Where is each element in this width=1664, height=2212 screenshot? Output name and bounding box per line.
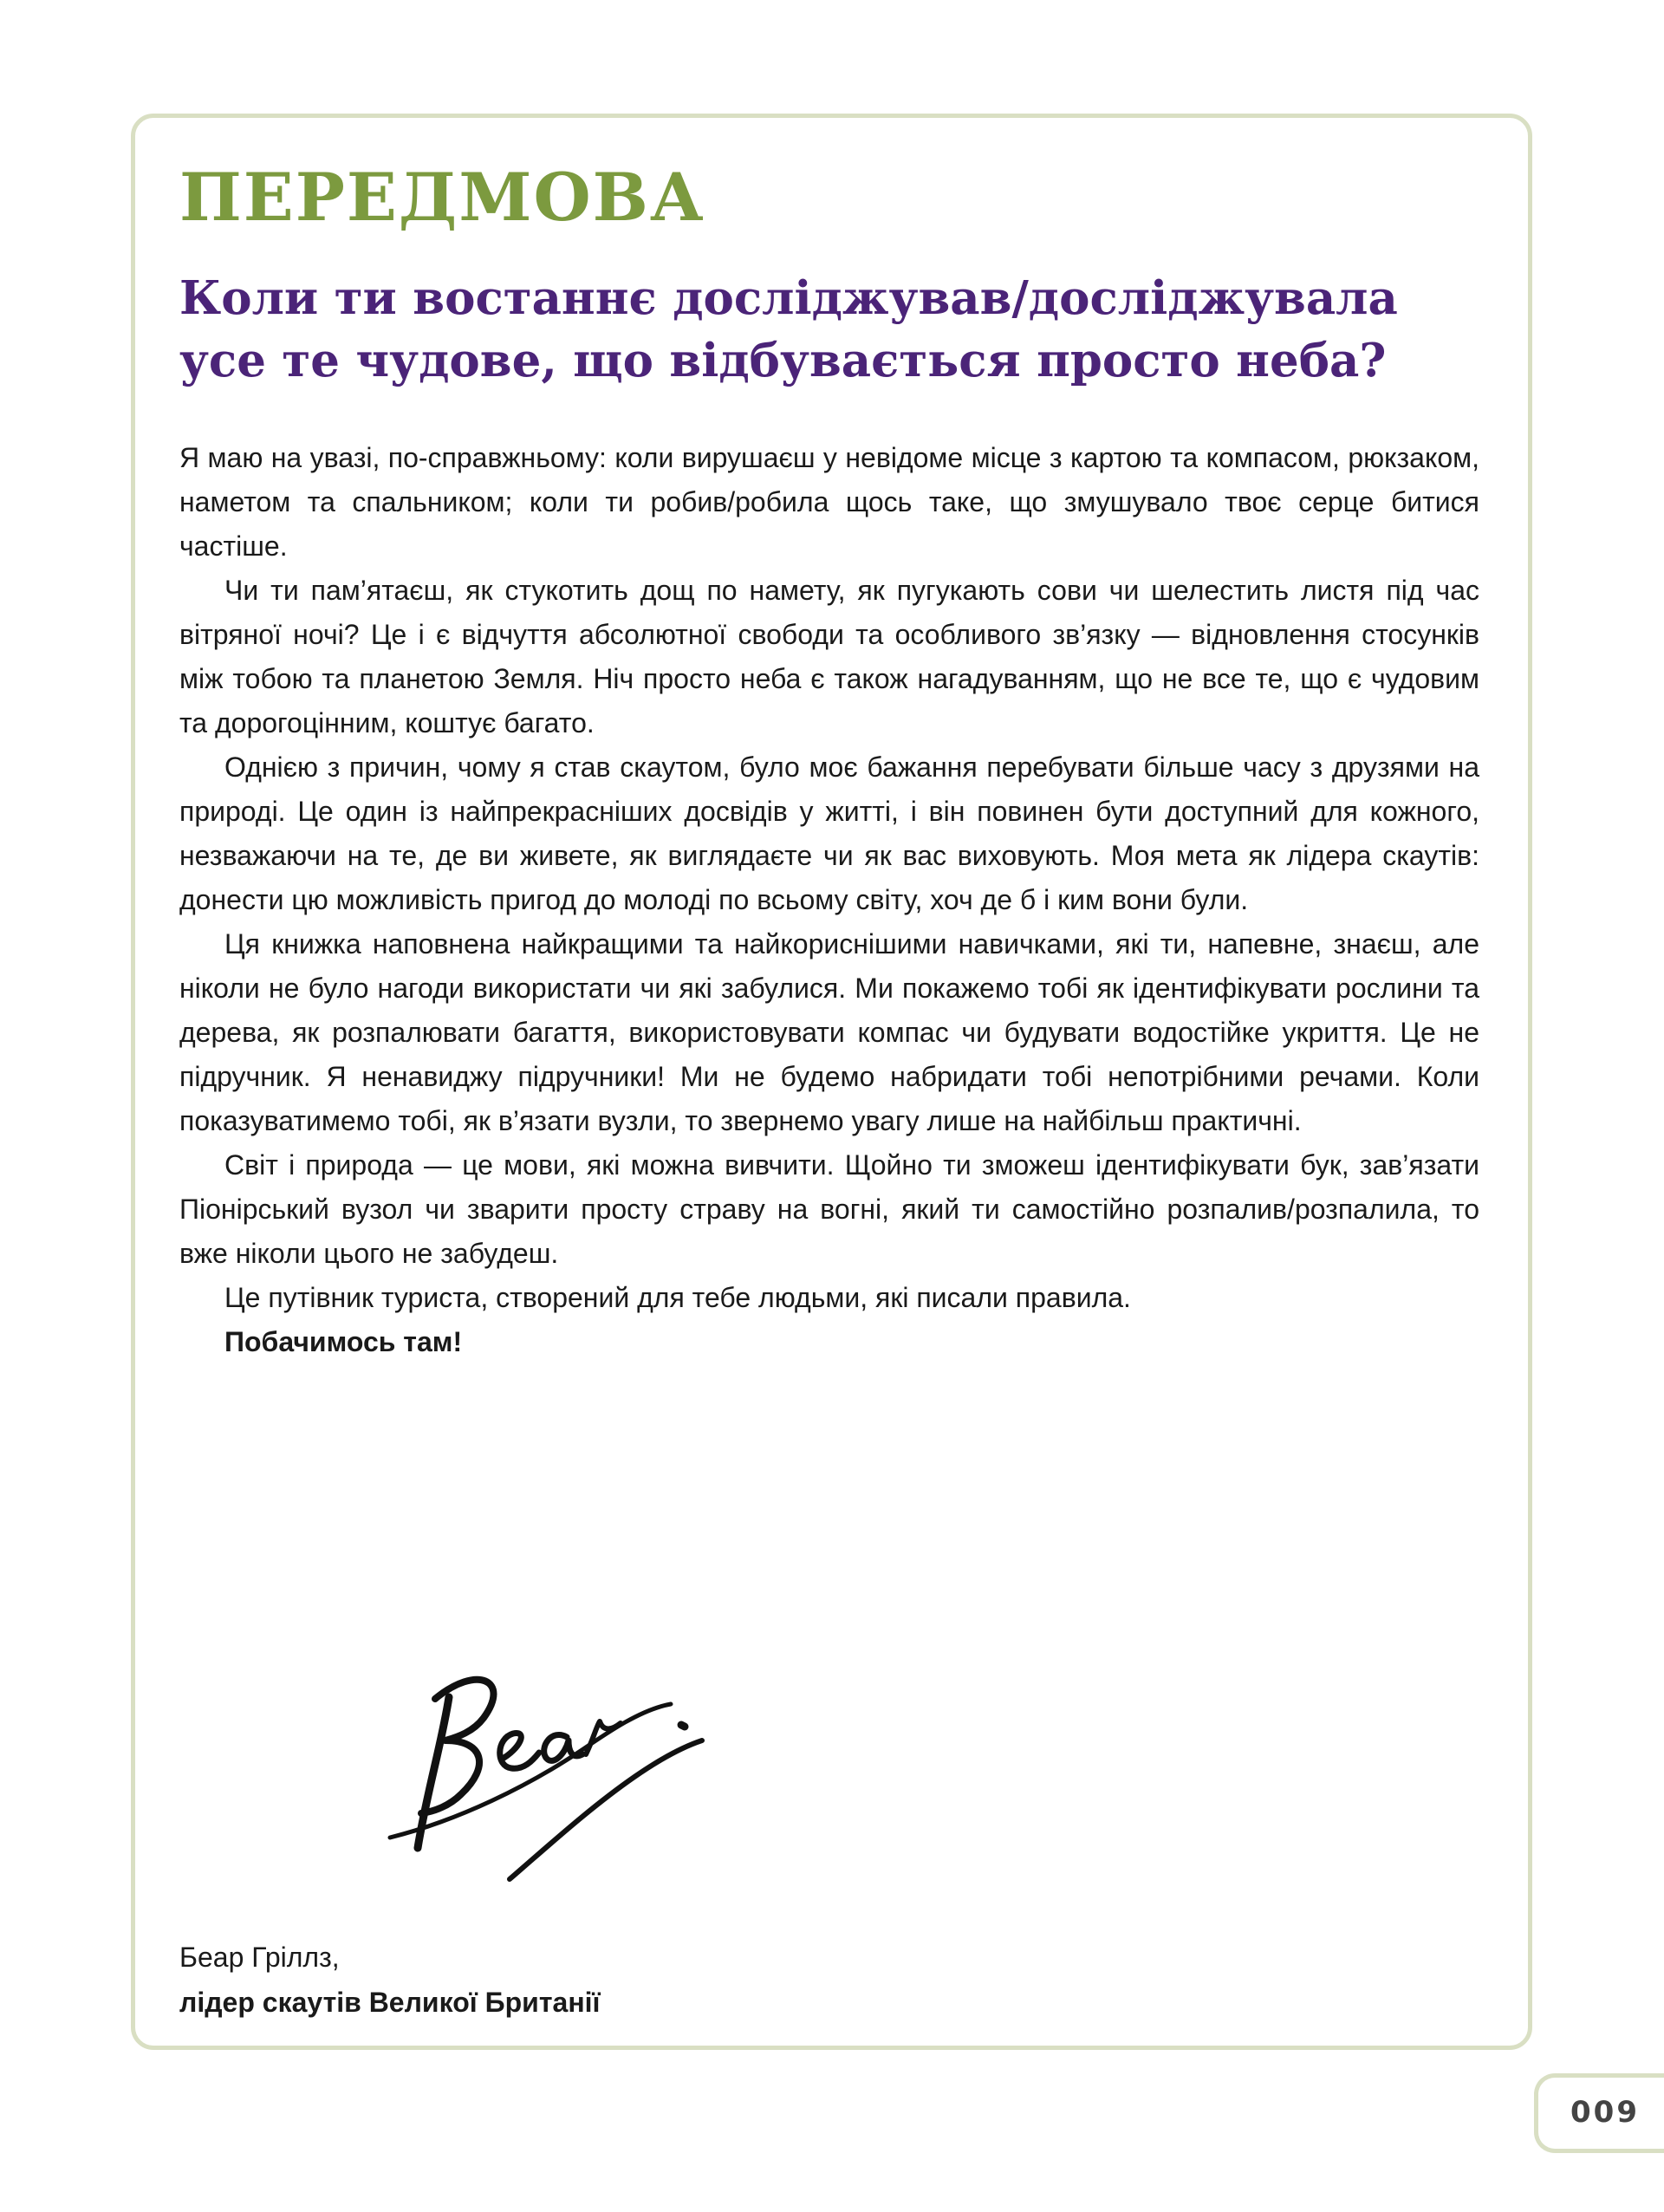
- paragraph-5: Світ і природа — це мови, які можна вивчити. Щойно ти зможеш ідентифікувати бук, зав’язати Піонірський вузол чи зварити просту страву на вогні, який ти самостійно розпалив/розпалила, то вже ніколи цього не забудеш.: [179, 1149, 1479, 1269]
- paragraph-6: Це путівник туриста, створений для тебе людьми, які писали правила.: [224, 1282, 1131, 1313]
- author-block: [179, 1935, 601, 2025]
- page-subheading: Коли ти востаннє досліджував/досліджувала усе те чудове, що відбувається просто неба?: [179, 271, 1398, 387]
- author-name: Беар Гріллз,: [179, 1942, 340, 1973]
- paragraph-1: Я маю на увазі, по-справжньому: коли вирушаєш у невідоме місце з картою та компасом, рюкзаком, наметом та спальником; коли ти робив/робила щось таке, що змушувало твоє серце битися частіше.: [179, 442, 1479, 562]
- page-heading: ПЕРЕДМОВА: [179, 159, 705, 236]
- foreword-body: [179, 436, 1479, 1364]
- paragraph-4: Ця книжка наповнена найкращими та найкориснішими навичками, які ти, напевне, знаєш, але ніколи не було нагоди використати чи які забулися. Ми покажемо тобі як ідентифікувати рослини та дерева, як розпалювати багаття, використовувати компас чи будувати водостійке укриття. Це не підручник. Я ненавиджу підручники! Ми не будемо набридати тобі непотрібними речами. Коли показуватимемо тобі, як в’язати вузли, то звернемо увагу лише на найбільш практичні.: [179, 928, 1479, 1136]
- paragraph-3: Однією з причин, чому я став скаутом, було моє бажання перебувати більше часу з друзями на природі. Це один із найпрекрасніших досвідів у житті, і він повинен бути доступний для кожного, незважаючи на те, де ви живете, як виглядаєте чи як вас виховують. Моя мета як лідера скаутів: донести цю можливість пригод до молоді по всьому світу, хоч де б і ким вони були.: [179, 751, 1479, 915]
- page-number: 009: [1570, 2095, 1640, 2130]
- closing-line: Побачимось там!: [224, 1326, 463, 1357]
- author-role: лідер скаутів Великої Британії: [179, 1987, 601, 2018]
- signature-image: [381, 1647, 728, 1890]
- paragraph-2: Чи ти пам’ятаєш, як стукотить дощ по намету, як пугукають сови чи шелестить листя під час вітряної ночі? Це і є відчуття абсолютної свободи та особливого зв’язку — відновлення стосунків між тобою та планетою Земля. Ніч просто неба є також нагадуванням, що не все те, що є чудовим та дорогоцінним, коштує багато.: [179, 575, 1479, 738]
